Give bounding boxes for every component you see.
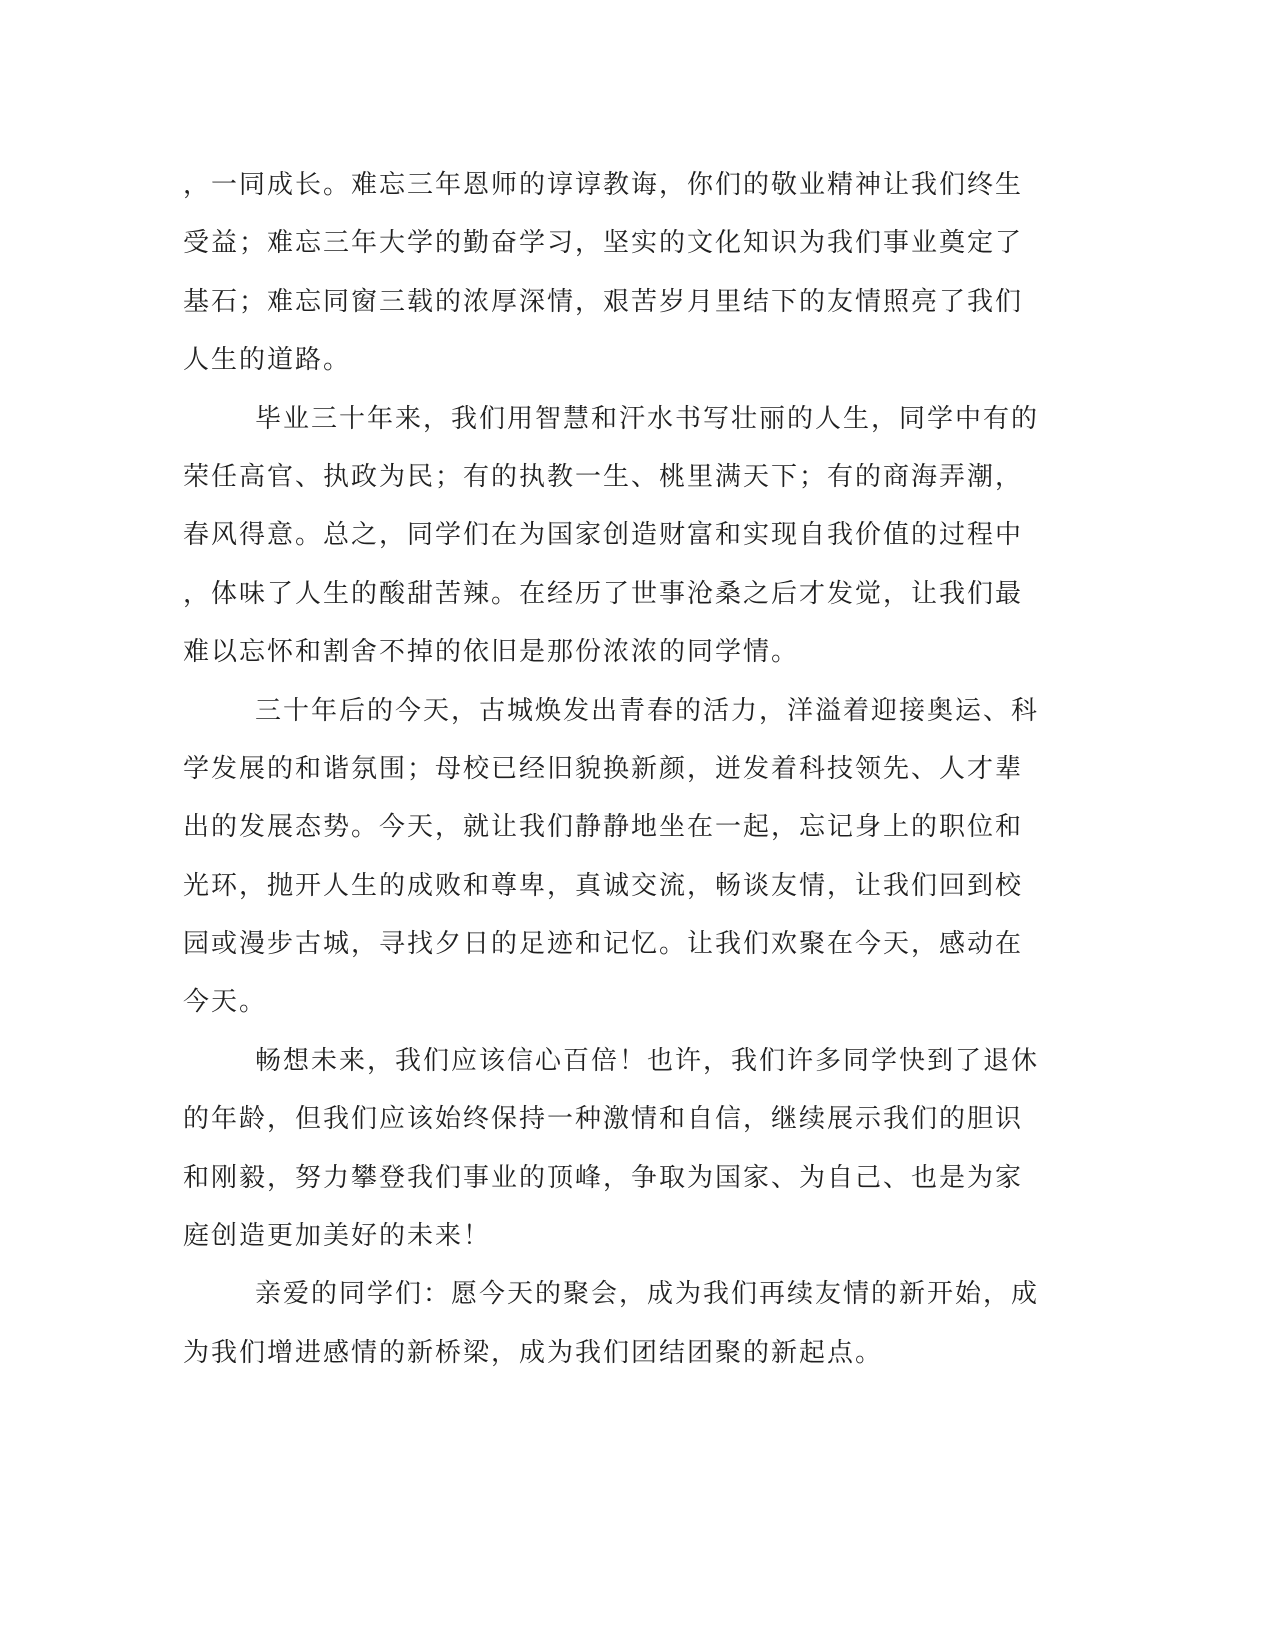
paragraph-1-line-2: 受益；难忘三年大学的勤奋学习，坚实的文化知识为我们事业奠定了 bbox=[183, 228, 1024, 259]
paragraph-3-line-5: 园或漫步古城，寻找夕日的足迹和记忆。让我们欢聚在今天，感动在 bbox=[183, 929, 1024, 960]
paragraph-5-line-1: 亲爱的同学们：愿今天的聚会，成为我们再续友情的新开始，成 bbox=[255, 1279, 1040, 1310]
paragraph-2-line-3: 春风得意。总之，同学们在为国家创造财富和实现自我价值的过程中 bbox=[183, 520, 1024, 551]
paragraph-2-line-2: 荣任高官、执政为民；有的执教一生、桃里满天下；有的商海弄潮， bbox=[183, 461, 1024, 492]
paragraph-3-line-6: 今天。 bbox=[183, 987, 268, 1018]
paragraph-4-line-1: 畅想未来，我们应该信心百倍！也许，我们许多同学快到了退休 bbox=[255, 1045, 1040, 1076]
paragraph-2-line-1: 毕业三十年来，我们用智慧和汗水书写壮丽的人生，同学中有的 bbox=[255, 403, 1040, 434]
paragraph-5-line-2: 为我们增进感情的新桥梁，成为我们团结团聚的新起点。 bbox=[183, 1337, 884, 1368]
paragraph-1-line-1: ，一同成长。难忘三年恩师的谆谆教诲，你们的敬业精神让我们终生 bbox=[183, 170, 1024, 200]
paragraph-3-line-2: 学发展的和谐氛围；母校已经旧貌换新颜，迸发着科技领先、人才辈 bbox=[183, 753, 1024, 784]
paragraph-4-line-3: 和刚毅，努力攀登我们事业的顶峰，争取为国家、为自己、也是为家 bbox=[183, 1162, 1024, 1193]
paragraph-4-line-2: 的年龄，但我们应该始终保持一种激情和自信，继续展示我们的胆识 bbox=[183, 1104, 1024, 1135]
paragraph-3-line-4: 光环，抛开人生的成败和尊卑，真诚交流，畅谈友情，让我们回到校 bbox=[183, 870, 1024, 901]
paragraph-2-line-5: 难以忘怀和割舍不掉的依旧是那份浓浓的同学情。 bbox=[183, 637, 800, 668]
paragraph-1-line-4: 人生的道路。 bbox=[183, 345, 352, 376]
paragraph-3-line-1: 三十年后的今天，古城焕发出青春的活力，洋溢着迎接奥运、科 bbox=[255, 695, 1040, 726]
body-text bbox=[183, 156, 1043, 1382]
paragraph-4-line-4: 庭创造更加美好的未来！ bbox=[183, 1221, 492, 1252]
paragraph-3-line-3: 出的发展态势。今天，就让我们静静地坐在一起，忘记身上的职位和 bbox=[183, 812, 1024, 843]
paragraph-1-line-3: 基石；难忘同窗三载的浓厚深情，艰苦岁月里结下的友情照亮了我们 bbox=[183, 286, 1024, 317]
paragraph-2-line-4: ，体味了人生的酸甜苦辣。在经历了世事沧桑之后才发觉，让我们最 bbox=[183, 578, 1024, 609]
